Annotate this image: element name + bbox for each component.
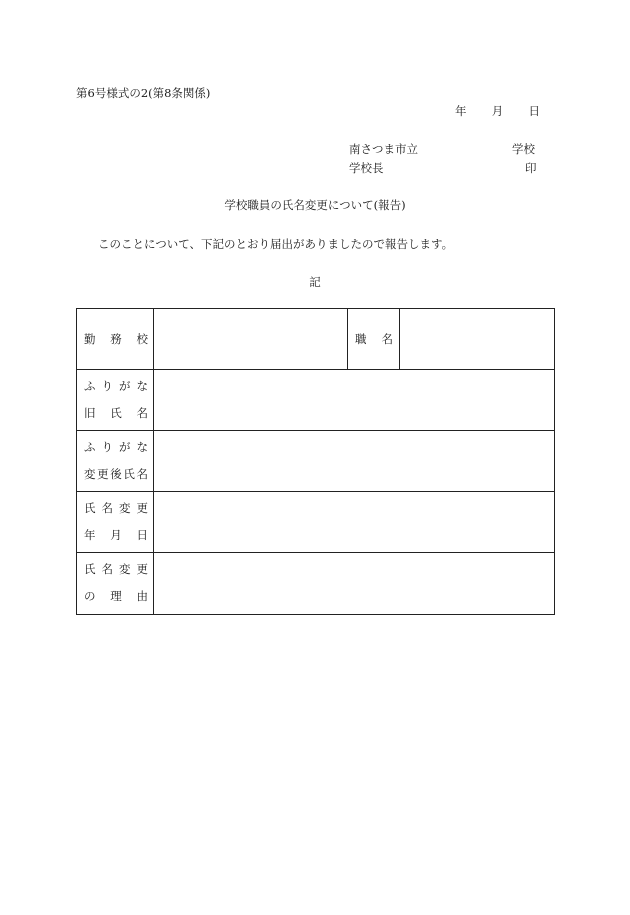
school-input-cell[interactable] (154, 309, 347, 369)
label-change-date-top: 氏 名 変 更 (84, 501, 148, 515)
label-change-date (77, 492, 154, 552)
row-old-name (77, 370, 554, 431)
date-line (455, 103, 540, 119)
label-old-name (77, 370, 154, 430)
label-reason-top: 氏 名 変 更 (84, 562, 148, 576)
label-new-name-kana: ふ り が な (84, 440, 148, 454)
date-month-label: 月 (491, 104, 504, 118)
document-title: 学校職員の氏名変更について(報告) (224, 198, 406, 212)
new-name-input-cell[interactable] (154, 431, 554, 491)
label-change-date-bottom: 年 月 日 (84, 528, 148, 542)
body-text: このことについて、下記のとおり届出がありましたので報告します。 (98, 237, 454, 251)
issuer-city: 南さつま市立 (349, 142, 418, 156)
reason-input-cell[interactable] (154, 553, 554, 615)
label-old-name-kana: ふ り が な (84, 379, 148, 393)
date-day-label: 日 (528, 104, 540, 118)
label-new-name (77, 431, 154, 491)
change-date-input-cell[interactable] (154, 492, 554, 552)
old-name-input-cell[interactable] (154, 370, 554, 430)
label-school-text: 勤 務 校 (84, 332, 148, 346)
row-change-date (77, 492, 554, 553)
position-input-cell[interactable] (400, 309, 554, 369)
principal-label: 学校長 (349, 161, 384, 175)
label-position (347, 309, 400, 369)
seal-mark: 印 (525, 161, 537, 175)
ki-heading: 記 (309, 275, 321, 289)
row-reason (77, 553, 554, 615)
label-new-name-text: 変 更 後 氏 名 (84, 467, 148, 481)
form-number: 第6号様式の2(第8条関係) (76, 86, 211, 100)
row-new-name (77, 431, 554, 492)
label-reason (77, 553, 154, 615)
form-table (76, 308, 555, 615)
issuer-school-suffix: 学校 (512, 142, 535, 156)
row-school (77, 309, 554, 370)
label-position-text: 職 名 (355, 332, 393, 346)
label-reason-bottom: の 理 由 (84, 589, 148, 603)
label-old-name-text: 旧 氏 名 (84, 406, 148, 420)
label-school (77, 309, 154, 369)
date-year-label: 年 (455, 104, 467, 118)
